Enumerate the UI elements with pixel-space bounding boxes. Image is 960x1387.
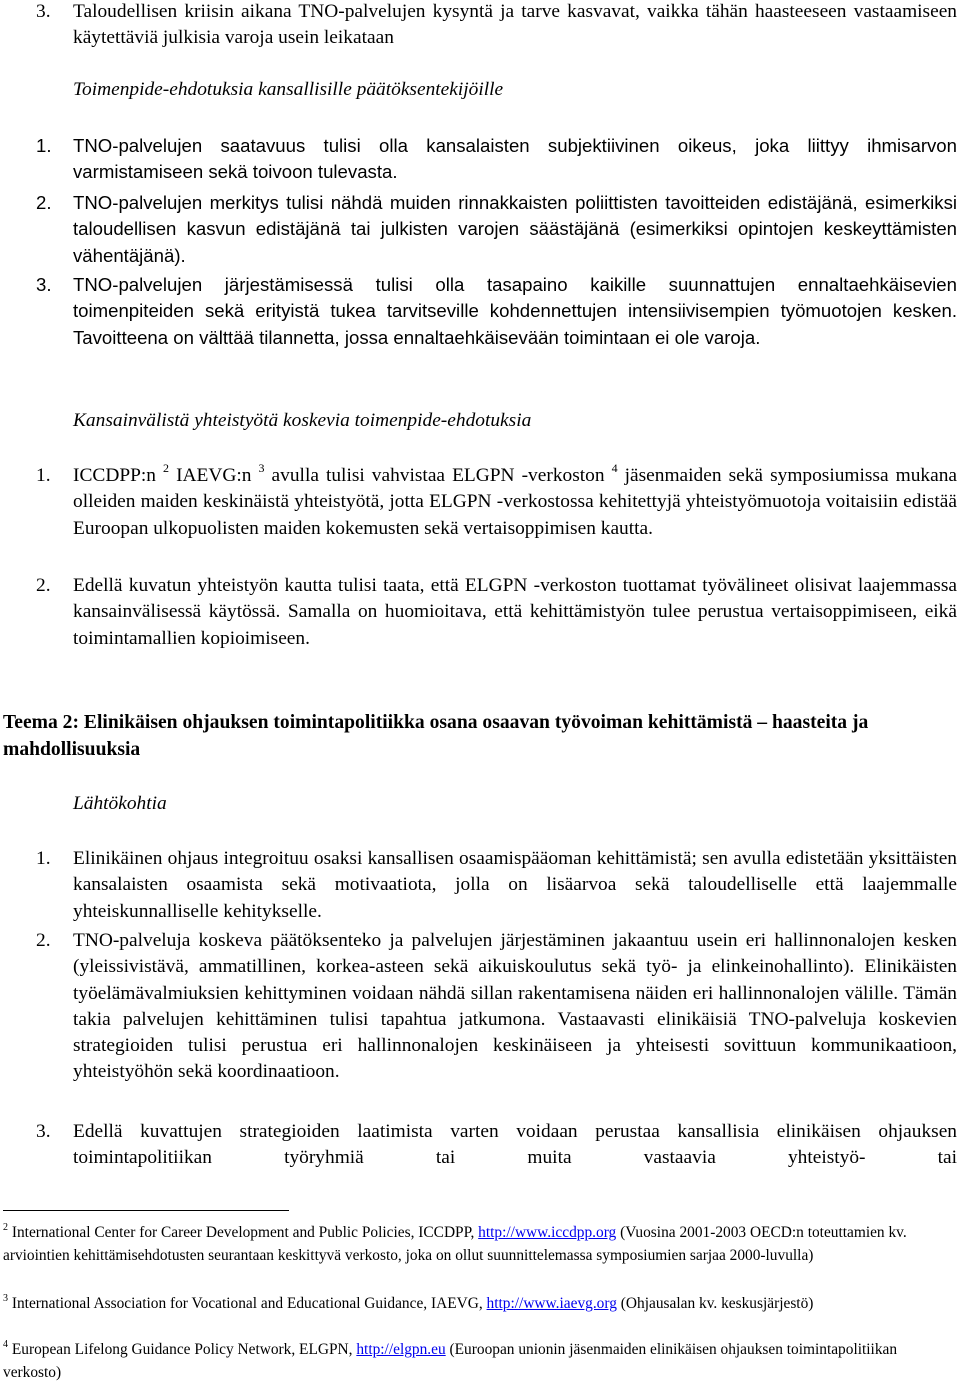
list-number: 2. xyxy=(36,192,52,213)
list-item xyxy=(36,846,957,925)
list-text: TNO-palvelujen merkitys tulisi nähdä muiden rinnakkaisten poliittisten tavoitteiden edistäjänä, esimerkiksi taloudellisen kasvun edistäjänä tai julkisten varojen säästäjänä (esimerkiksi opintojen keskeyttämisten vähentäjänä). xyxy=(73,192,957,266)
list-item xyxy=(36,190,957,269)
footnote-ref[interactable]: 2 xyxy=(163,460,170,475)
list-text: Elinikäinen ohjaus integroituu osaksi kansallisen osaamispääoman kehittämistä; sen avulla edistetään yksittäisten kansalaisten osaamista sekä motivaatiota, jolla on lisäarvoa sekä taloudelliselle että laajemmalle yhteiskunnalliselle kehitykselle. xyxy=(73,848,957,922)
list-text: avulla tulisi vahvistaa ELGPN -verkoston xyxy=(264,465,612,486)
list-item xyxy=(36,0,957,52)
footnote-separator xyxy=(3,1210,289,1211)
list-text: TNO-palvelujen järjestämisessä tulisi olla tasapaino kaikille suunnattujen ennaltaehkäisevien toimenpiteiden sekä erityistä tukea tarvitseville kohdennettujen intensiivisempien työmuotojen kesken. Tavoitteena on välttää tilannetta, jossa ennaltaehkäisevään toimintaan ei ole varoja. xyxy=(73,274,957,348)
footnote-link[interactable]: http://elgpn.eu xyxy=(356,1341,446,1358)
list-text: Taloudellisen kriisin aikana TNO-palvelujen kysyntä ja tarve kasvavat, vaikka tähän haasteeseen vastaamiseen käytettäviä julkisia varoja usein leikataan xyxy=(73,1,957,49)
list-number: 1. xyxy=(36,465,51,486)
footnote-text: European Lifelong Guidance Policy Network, ELGPN, xyxy=(8,1341,357,1358)
section-heading: Kansainvälistä yhteistyötä koskevia toimenpide-ehdotuksia xyxy=(73,410,532,431)
list-text: TNO-palvelujen saatavuus tulisi olla kansalaisten subjektiivinen oikeus, joka liittyy ihmisarvon varmistamiseen sekä toivoon tulevasta. xyxy=(73,135,957,183)
list-number: 1. xyxy=(36,848,51,869)
section-subheading: Lähtökohtia xyxy=(73,793,167,814)
list-item xyxy=(36,133,957,186)
section-heading: Toimenpide-ehdotuksia kansallisille päätöksentekijöille xyxy=(73,79,504,100)
footnote-ref[interactable]: 3 xyxy=(258,460,265,475)
list-item xyxy=(36,928,957,1086)
list-number: 3. xyxy=(36,274,52,295)
list-text: Edellä kuvattujen strategioiden laatimista varten voidaan perustaa kansallisia elinikäisen ohjauksen toimintapolitiikan työryhmiä tai muita vastaavia yhteistyö- tai xyxy=(73,1121,957,1169)
list-number: 3. xyxy=(36,1,51,22)
footnote-text: (Ohjausalan kv. keskusjärjestö) xyxy=(616,1295,814,1312)
list-item xyxy=(36,460,958,542)
footnote xyxy=(3,1293,933,1316)
footnote-text: (Vuosina 2001-2003 OECD:n toteuttamien kv. arviointien kehittämisehdotusten seurantaan keskittyvä verkosto, joka on ollut suunnittelemassa symposiumien sarjaa 2000-luvulla) xyxy=(3,1224,907,1264)
list-item xyxy=(36,272,957,351)
list-number: 1. xyxy=(36,135,52,156)
footnote-number: 4 xyxy=(3,1338,8,1350)
footnote-number: 2 xyxy=(3,1221,8,1233)
list-item xyxy=(36,1119,957,1172)
footnote xyxy=(3,1339,933,1384)
footnote-text: International Association for Vocational and Educational Guidance, IAEVG, xyxy=(8,1295,487,1312)
list-number: 2. xyxy=(36,575,51,596)
list-number: 2. xyxy=(36,930,51,951)
footnote-ref[interactable]: 4 xyxy=(611,460,618,475)
list-number: 3. xyxy=(36,1121,51,1142)
footnote xyxy=(3,1222,933,1267)
theme-title: Teema 2: Elinikäisen ohjauksen toimintapolitiikka osana osaavan työvoiman kehittämistä – haasteita ja mahdollisuuksia xyxy=(3,712,869,760)
footnote-text: International Center for Career Development and Public Policies, ICCDPP, xyxy=(8,1224,479,1241)
footnote-link[interactable]: http://www.iaevg.org xyxy=(486,1295,617,1312)
list-item xyxy=(36,573,957,652)
list-text: TNO-palveluja koskeva päätöksenteko ja palvelujen järjestäminen jakaantuu usein eri hallinnonalojen kesken (yleissivistävä, ammatillinen, korkea-asteen sekä aikuiskoulutus sekä työ- ja elinkeinohallinto). Elinikäisten työelämävalmiuksien kehittyminen voidaan nähdä sillan rakentamisena näiden eri hallinnonalojen välille. Tämän takia palvelujen kehittäminen tulisi tapahtua jatkumona. Vastaavasti elinikäisiä TNO-palveluja koskevien strategioiden tulisi perustua eri hallinnonalojen keskinäiseen ja yhteisesti sovittuun kommunikaatioon, yhteistyöhön sekä koordinaatioon. xyxy=(73,930,957,1083)
footnote-text: (Euroopan unionin jäsenmaiden elinikäisen ohjauksen toimintapolitiikan verkosto) xyxy=(3,1341,898,1381)
footnote-number: 3 xyxy=(3,1292,8,1304)
footnote-link[interactable]: http://www.iccdpp.org xyxy=(478,1224,617,1241)
list-text: Edellä kuvatun yhteistyön kautta tulisi taata, että ELGPN -verkoston tuottamat työvälineet olisivat laajemmassa kansainvälisessä käytössä. Samalla on huomioitava, että kehittämistyön tulee perustua vertaisoppimiseen, eikä toimintamallien kopioimiseen. xyxy=(73,575,957,649)
list-text: IAEVG:n xyxy=(169,465,259,486)
list-text: jäsenmaiden sekä symposiumissa mukana olleiden maiden keskinäistä yhteistyötä, jotta ELGPN -verkostossa kehitettyjä yhteistyömuotoja voitaisiin edistää Euroopan ulkopuolisten maiden kokemusten sekä vertaisoppimisen kautta. xyxy=(73,465,958,539)
list-text: ICCDPP:n xyxy=(73,465,164,486)
